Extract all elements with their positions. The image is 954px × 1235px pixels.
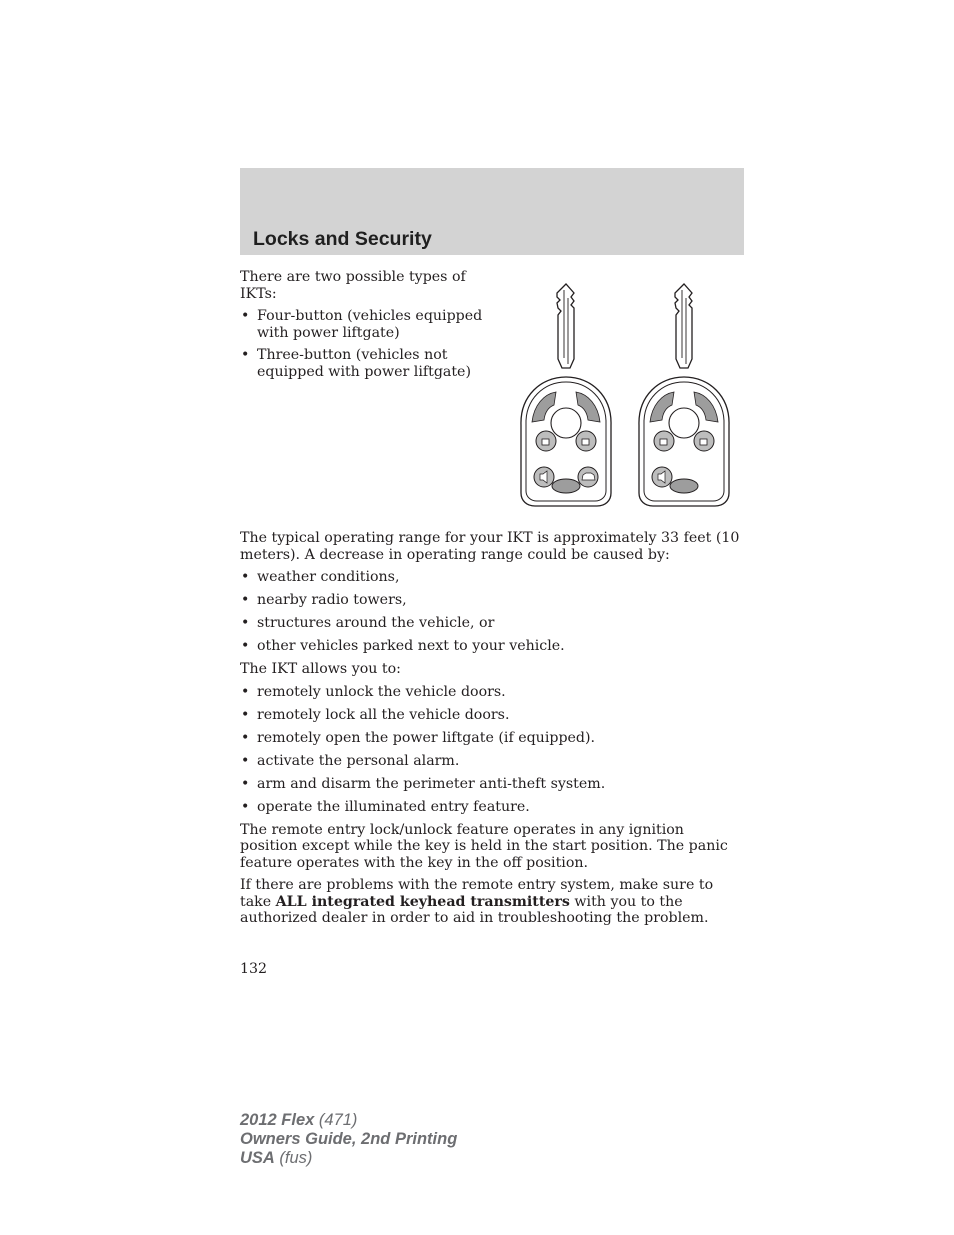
problems-bold-text: ALL integrated keyhead transmitters [275,893,570,910]
four-button-key-icon [521,284,611,506]
list-item: • nearby radio towers, [240,592,740,609]
problems-paragraph [240,877,740,927]
list-item: • Four-button (vehicles equipped with power liftgate) [240,308,490,341]
footer-line-3 [240,1149,457,1168]
page-number: 132 [240,961,268,977]
intro-block [240,269,490,386]
section-header-band [240,168,744,255]
range-paragraph: The typical operating range for your IKT is approximately 33 feet (10 meters). A decrease in operating range could be caused by: [240,530,740,563]
list-item: • arm and disarm the perimeter anti-theft system. [240,776,740,793]
footer-model-code: (471) [314,1111,358,1129]
list-item: • remotely open the power liftgate (if equipped). [240,730,740,747]
list-item: • weather conditions, [240,569,740,586]
footer-line-1 [240,1111,457,1130]
list-item: • other vehicles parked next to your vehicle. [240,638,740,655]
footer-market-code: (fus) [274,1149,313,1167]
ikt-functions-list [240,684,740,816]
list-item: • Three-button (vehicles not equipped with power liftgate) [240,347,490,380]
list-item: • remotely lock all the vehicle doors. [240,707,740,724]
main-content [240,530,740,933]
ikt-type-list [240,308,490,380]
section-title: Locks and Security [253,228,432,250]
remote-entry-paragraph: The remote entry lock/unlock feature operates in any ignition position except while the key is held in the start position. The panic feature operates with the key in the off position. [240,821,728,871]
footer [240,1111,457,1168]
list-item: • operate the illuminated entry feature. [240,799,740,816]
list-item: • activate the personal alarm. [240,753,740,770]
footer-market: USA [240,1149,275,1167]
problems-text-start: If there are problems with the remote entry system, make sure to take [240,877,714,910]
three-button-key-icon [639,284,729,506]
keyhead-transmitters-illustration [516,282,736,510]
footer-model: 2012 Flex [240,1111,315,1129]
range-factors-list [240,569,740,655]
footer-line-2: Owners Guide, 2nd Printing [240,1130,458,1148]
problems-text-end: with you to the authorized dealer in order to aid in troubleshooting the problem. [240,893,709,926]
list-item: • structures around the vehicle, or [240,615,740,632]
list-item: • remotely unlock the vehicle doors. [240,684,740,701]
intro-paragraph: There are two possible types of IKTs: [240,269,466,302]
allows-paragraph: The IKT allows you to: [240,661,401,677]
